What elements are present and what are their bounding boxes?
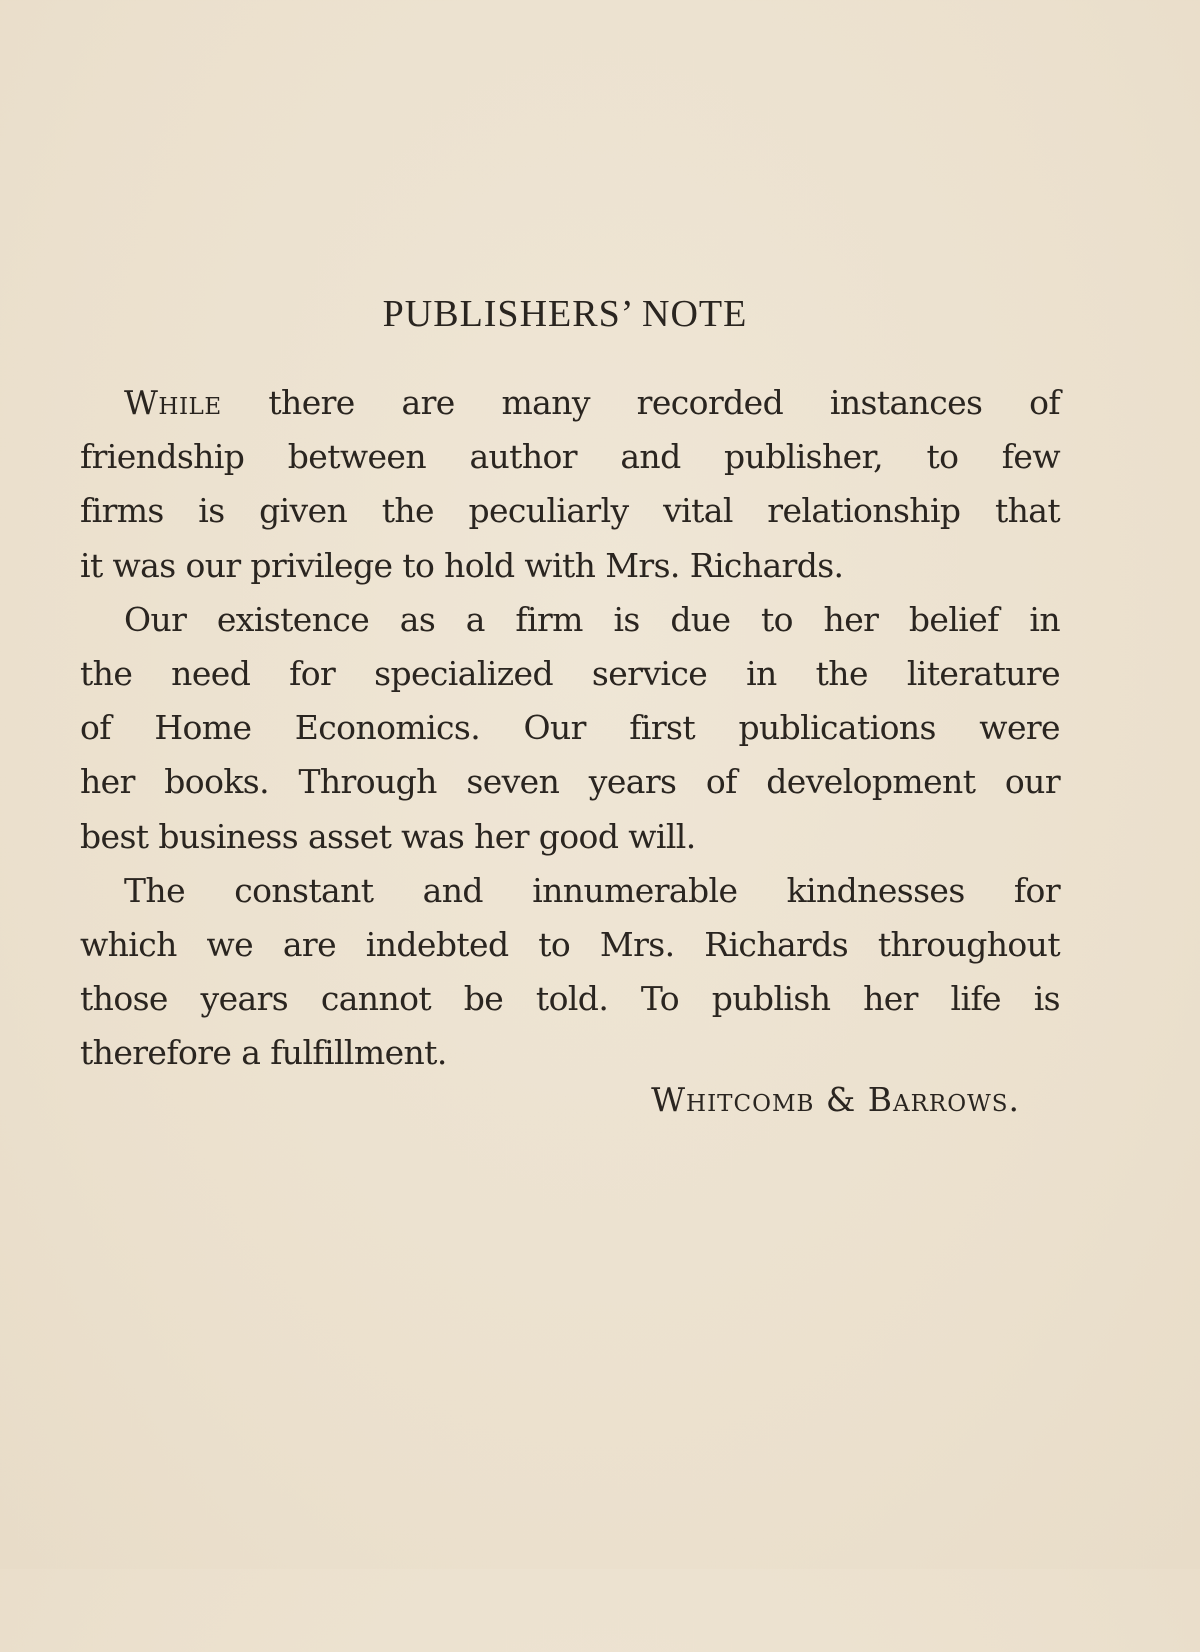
text-line: While there are many recorded instances of [124,383,1060,422]
page-title: PUBLISHERS’ NOTE [382,293,748,335]
paragraph-2 [80,593,1060,864]
text-line: best business asset was her good will. [80,816,696,856]
lead-word: While [124,383,222,422]
body-text [80,376,1060,1080]
text-line: it was our privilege to hold with Mrs. Richards. [80,545,844,585]
text-line: of Home Economics. Our first publications were [80,708,1060,748]
text-line: Our existence as a firm is due to her belief in [124,599,1060,639]
text-line: The constant and innumerable kindnesses for [124,870,1060,910]
text-line: friendship between author and publisher, to few [80,437,1060,477]
text-line: firms is given the peculiarly vital relationship that [80,491,1060,531]
paragraph-1 [80,376,1060,593]
paragraph-3 [80,864,1060,1081]
text-line: those years cannot be told. To publish her life is [80,979,1060,1019]
text-line: which we are indebted to Mrs. Richards throughout [80,924,1060,964]
text-line: her books. Through seven years of development our [80,762,1060,802]
signature: Whitcomb & Barrows. [651,1080,1020,1119]
text-line: therefore a fulfillment. [80,1033,447,1073]
text-line: the need for specialized service in the literature [80,653,1060,693]
